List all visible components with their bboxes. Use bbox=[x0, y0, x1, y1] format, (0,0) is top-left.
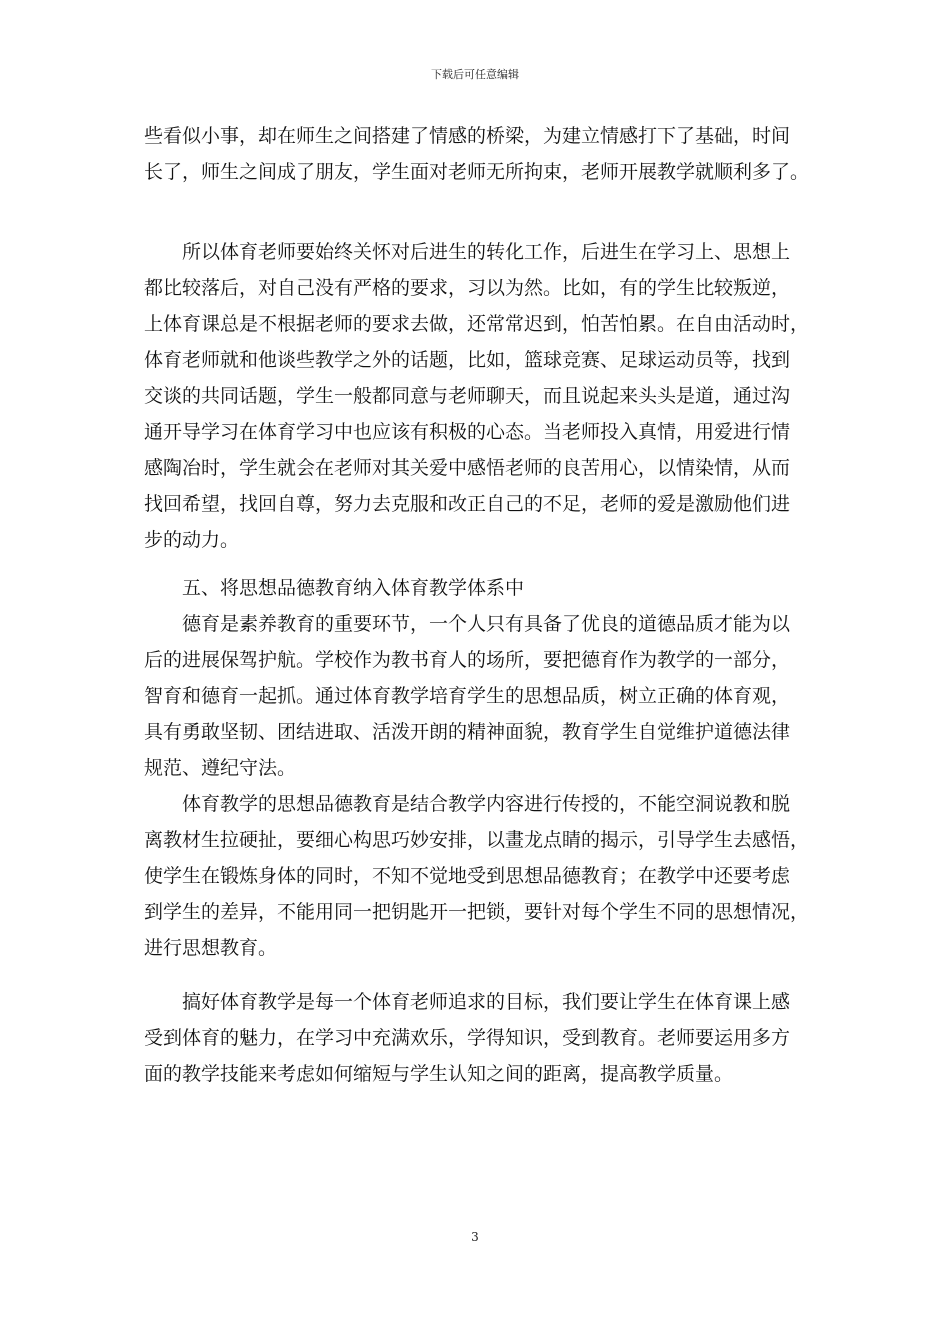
paragraph-moral-education bbox=[144, 606, 808, 786]
section-heading bbox=[144, 570, 808, 606]
page-header: 下载后可任意编辑 bbox=[431, 68, 519, 81]
text-line: 使学生在锻炼身体的同时，不知不觉地受到思想品德教育；在教学中还要考虑 bbox=[144, 865, 791, 887]
text-line: 体育老师就和他谈些教学之外的话题，比如，篮球竞赛、足球运动员等，找到 bbox=[144, 349, 791, 371]
section-heading-text: 五、将思想品德教育纳入体育教学体系中 bbox=[182, 577, 525, 599]
text-line: 具有勇敢坚韧、团结进取、活泼开朗的精神面貌，教育学生自觉维护道德法律 bbox=[144, 721, 791, 743]
text-line: 交谈的共同话题，学生一般都同意与老师聊天，而且说起来头头是道，通过沟 bbox=[144, 385, 791, 407]
paragraph-backward-students bbox=[144, 234, 808, 558]
text-line: 长了，师生之间成了朋友，学生面对老师无所拘束，老师开展教学就顺利多了。 bbox=[144, 161, 810, 183]
text-line: 智育和德育一起抓。通过体育教学培育学生的思想品质，树立正确的体育观， bbox=[144, 685, 791, 707]
text-line: 离教材生拉硬扯，要细心构思巧妙安排，以畫龙点睛的揭示，引导学生去感悟， bbox=[144, 829, 810, 851]
text-line: 后的进展保驾护航。学校作为教书育人的场所，要把德育作为教学的一部分， bbox=[144, 649, 791, 671]
paragraph-teaching-method bbox=[144, 786, 808, 966]
text-line: 体育教学的思想品德教育是结合教学内容进行传授的，不能空洞说教和脱 bbox=[182, 793, 791, 815]
page-number: 3 bbox=[471, 1230, 479, 1244]
text-line: 感陶冶时，学生就会在老师对其关爱中感悟老师的良苦用心，以情染情，从而 bbox=[144, 457, 791, 479]
text-line: 面的教学技能来考虑如何缩短与学生认知之间的距离，提高教学质量。 bbox=[144, 1063, 734, 1085]
text-line: 规范、遵纪守法。 bbox=[144, 757, 297, 779]
text-line: 通开导学习在体育学习中也应该有积极的心态。当老师投入真情，用爱进行情 bbox=[144, 421, 791, 443]
paragraph-continuation bbox=[144, 118, 808, 190]
text-line: 步的动力。 bbox=[144, 529, 240, 551]
text-line: 找回希望，找回自尊，努力去克服和改正自己的不足，老师的爱是激励他们进 bbox=[144, 493, 791, 515]
text-line: 上体育课总是不根据老师的要求去做，还常常迟到，怕苦怕累。在自由活动时， bbox=[144, 313, 810, 335]
text-line: 些看似小事，却在师生之间搭建了情感的桥梁，为建立情感打下了基础，时间 bbox=[144, 125, 791, 147]
text-line: 到学生的差异，不能用同一把钥匙开一把锁，要针对每个学生不同的思想情况， bbox=[144, 901, 810, 923]
text-line: 都比较落后，对自己没有严格的要求，习以为然。比如，有的学生比较叛逆， bbox=[144, 277, 791, 299]
text-line: 受到体育的魅力，在学习中充满欢乐，学得知识，受到教育。老师要运用多方 bbox=[144, 1027, 791, 1049]
text-line: 搞好体育教学是每一个体育老师追求的目标，我们要让学生在体育课上感 bbox=[182, 991, 791, 1013]
paragraph-conclusion bbox=[144, 984, 808, 1092]
text-line: 所以体育老师要始终关怀对后进生的转化工作，后进生在学习上、思想上 bbox=[182, 241, 791, 263]
text-line: 进行思想教育。 bbox=[144, 937, 278, 959]
text-line: 德育是素养教育的重要环节，一个人只有具备了优良的道德品质才能为以 bbox=[182, 613, 791, 635]
